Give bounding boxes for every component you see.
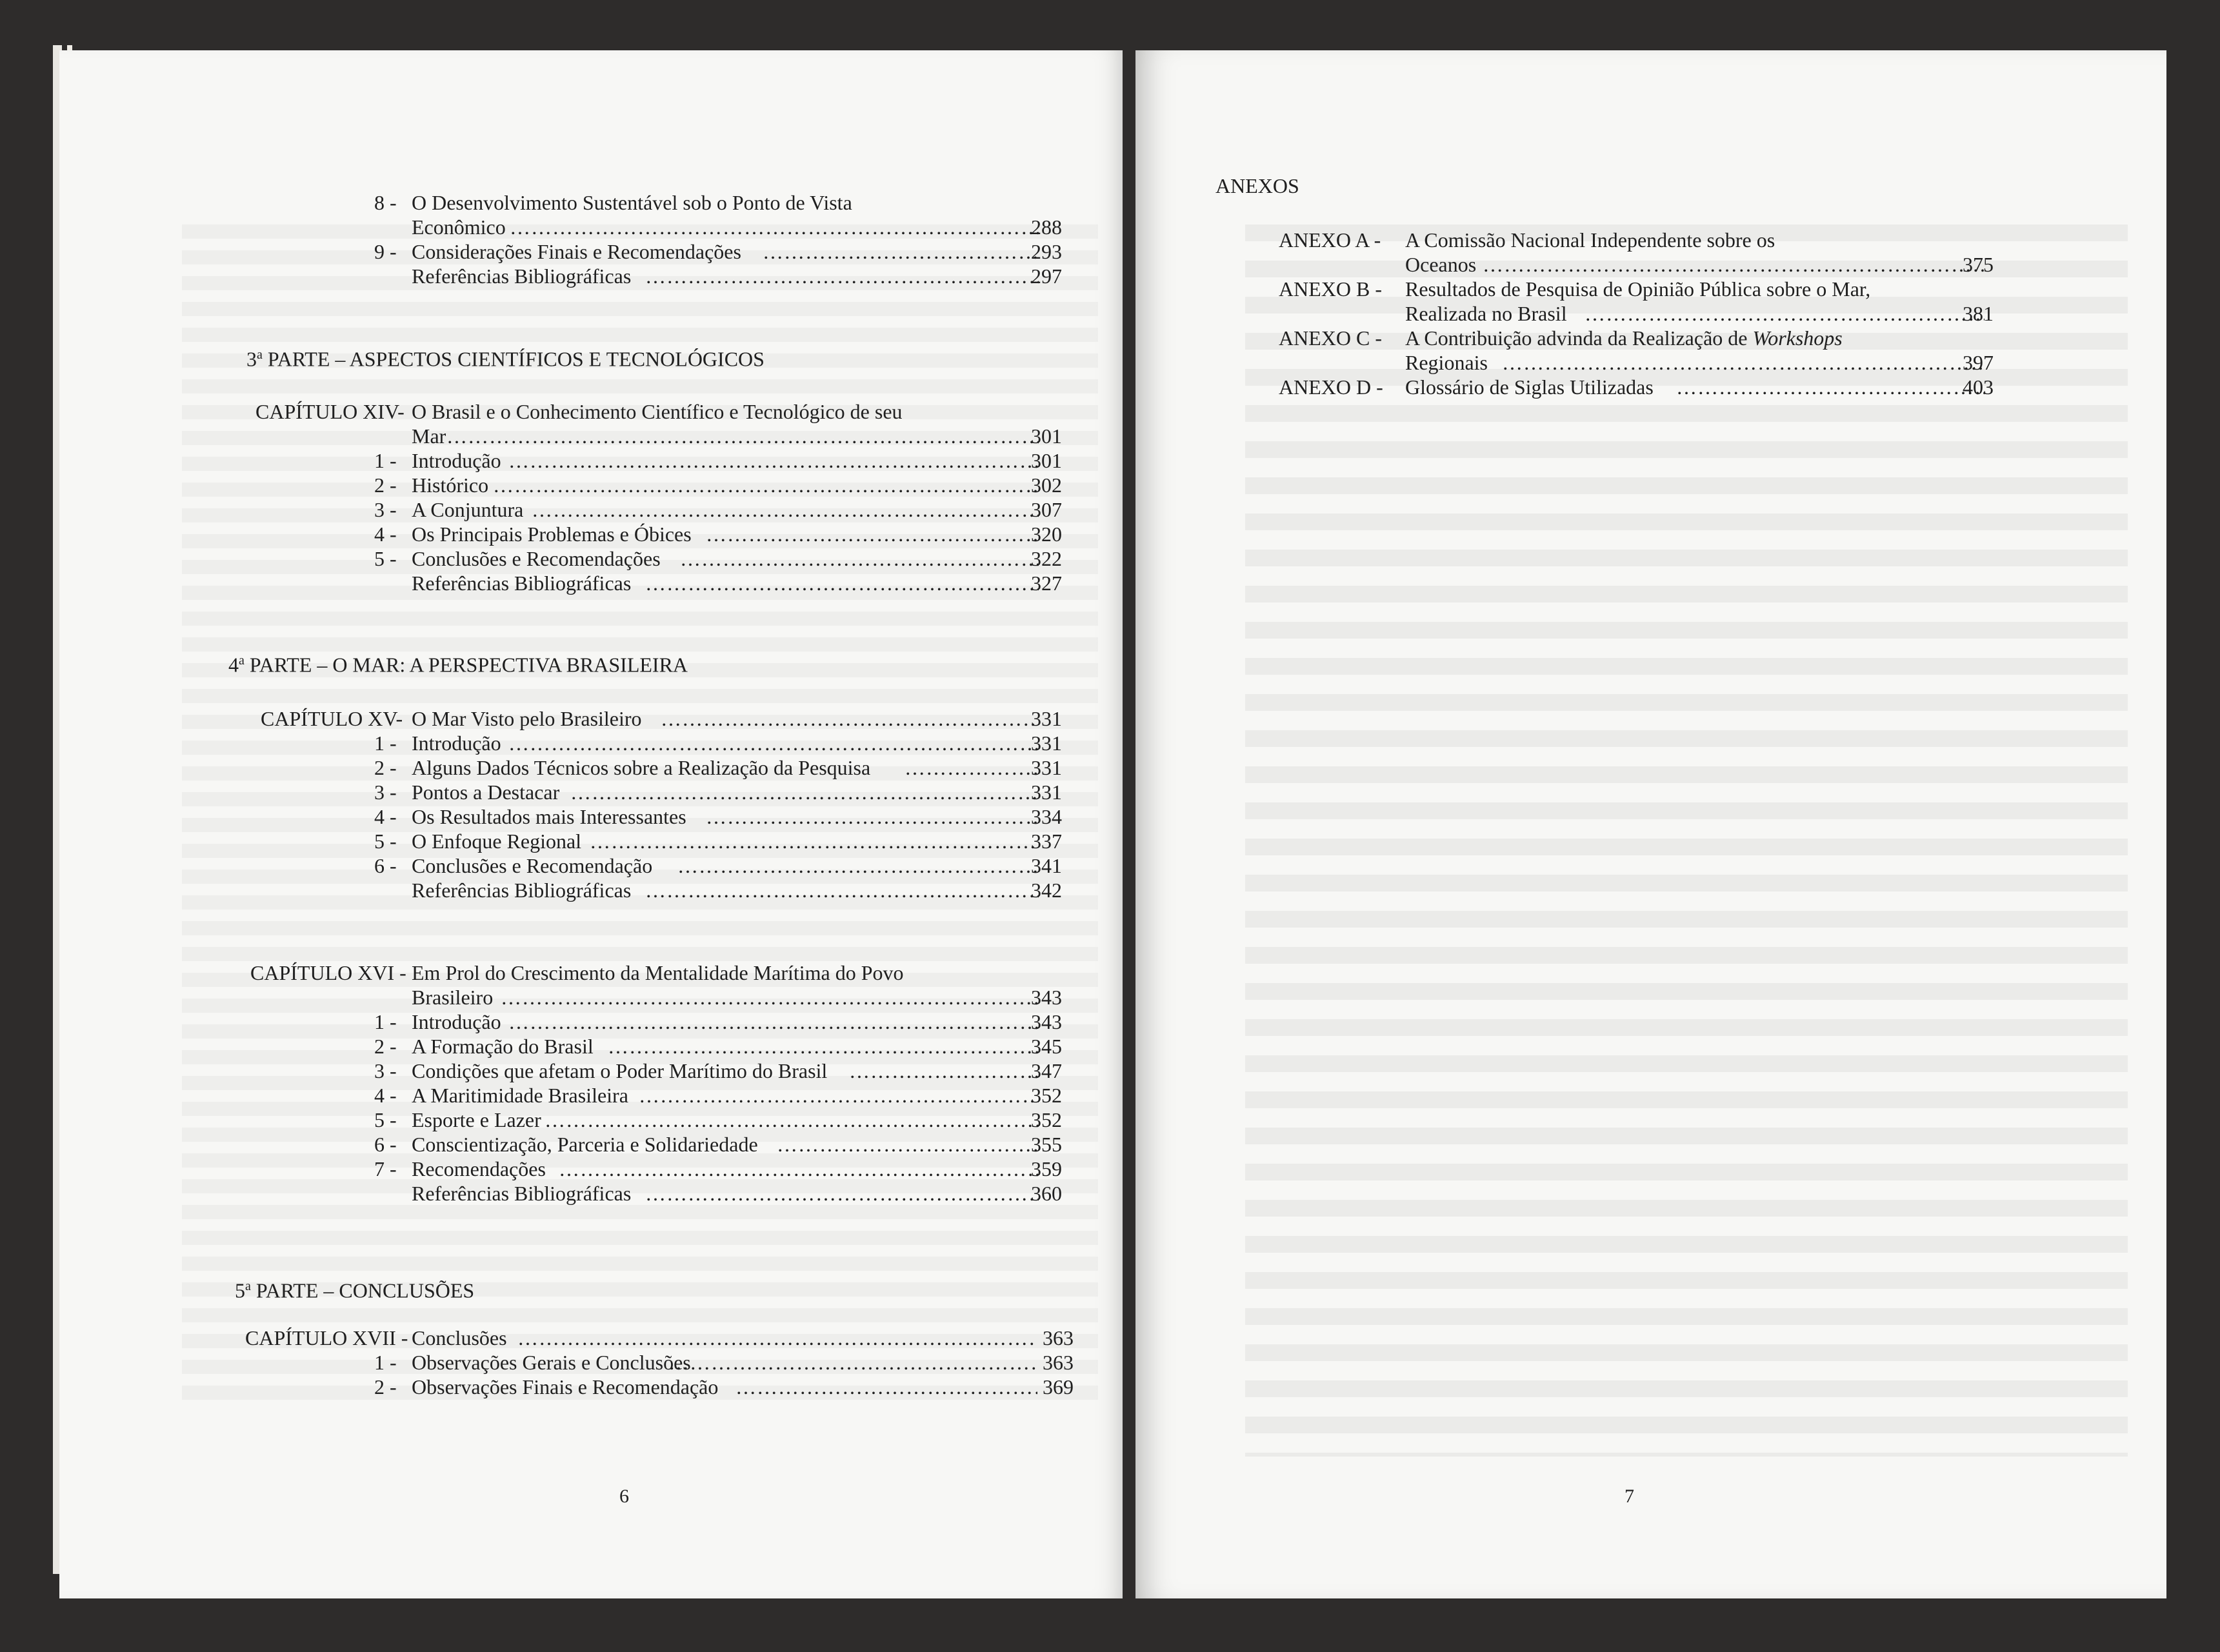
dot-leader (639, 1082, 1039, 1108)
toc-label: 4 - (374, 1084, 397, 1107)
part-number: 3 (246, 347, 257, 371)
toc-label: 5 - (374, 547, 397, 570)
dot-leader (570, 779, 1039, 805)
toc-title: Esporte e Lazer (412, 1108, 541, 1131)
toc-title: Alguns Dados Técnicos sobre a Realização da Pesquisa (412, 756, 871, 779)
toc-title: Introdução (412, 1010, 501, 1033)
part-heading (228, 648, 688, 678)
dot-leader (608, 1033, 1039, 1059)
toc-page-number: 331 (1031, 781, 1062, 804)
part-ordinal: a (239, 653, 245, 668)
toc-page-number: 359 (1031, 1157, 1062, 1180)
toc-label: 3 - (374, 498, 397, 521)
toc-page-number: 322 (1031, 547, 1062, 570)
toc-page-number: 331 (1031, 707, 1062, 730)
chapter-title: Conclusões (412, 1326, 507, 1349)
toc-page-number: 301 (1031, 424, 1062, 448)
toc-page-number: 345 (1031, 1035, 1062, 1058)
dot-leader (645, 263, 1039, 289)
toc-page-number: 288 (1031, 215, 1062, 239)
chapter-title: Em Prol do Crescimento da Mentalidade Marítima do Povo (412, 961, 904, 984)
toc-label: 5 - (374, 1108, 397, 1131)
toc-page-number: 360 (1031, 1182, 1062, 1205)
toc-title: Considerações Finais e Recomendações (412, 240, 741, 263)
part-title: PARTE – CONCLUSÕES (250, 1279, 475, 1302)
toc-page-number: 352 (1031, 1108, 1062, 1131)
annex-title: Resultados de Pesquisa de Opinião Pública sobre o Mar, (1405, 277, 1871, 301)
toc-page-number: 302 (1031, 473, 1062, 497)
annex-title-cont: Realizada no Brasil (1405, 302, 1567, 325)
dot-leader (508, 1009, 1039, 1035)
toc-title: A Maritimidade Brasileira (412, 1084, 628, 1107)
annex-page-number: 403 (1963, 375, 1994, 399)
part-ordinal: a (257, 348, 263, 362)
toc-page-number: 297 (1031, 264, 1062, 288)
toc-label: 3 - (374, 781, 397, 804)
toc-page-number: 342 (1031, 879, 1062, 902)
toc-title: Histórico (412, 473, 489, 497)
dot-leader (559, 1156, 1039, 1182)
dot-leader (510, 214, 1039, 240)
dot-leader (590, 828, 1039, 854)
toc-page-number: 369 (1043, 1375, 1074, 1398)
annex-label: ANEXO C - (1279, 326, 1382, 350)
toc-title: A Formação do Brasil (412, 1035, 594, 1058)
toc-page-number: 331 (1031, 756, 1062, 779)
toc-title: Observações Finais e Recomendação (412, 1375, 719, 1398)
annex-label: ANEXO B - (1279, 277, 1382, 301)
dot-leader (735, 1374, 1037, 1400)
toc-page-number: 337 (1031, 830, 1062, 853)
dot-leader (493, 472, 1039, 498)
annex-page-number: 381 (1963, 302, 1994, 325)
toc-title: Condições que afetam o Poder Marítimo do Brasil (412, 1059, 828, 1082)
right-page (1135, 50, 2166, 1598)
toc-title: Introdução (412, 731, 501, 755)
toc-label: 1 - (374, 1351, 397, 1374)
toc-title: Referências Bibliográficas (412, 264, 632, 288)
toc-page-number: 363 (1043, 1351, 1074, 1374)
toc-page-number: 331 (1031, 731, 1062, 755)
toc-page-number: 355 (1031, 1133, 1062, 1156)
dot-leader (446, 423, 1039, 449)
toc-label: 6 - (374, 1133, 397, 1156)
annex-title-italic: Workshops (1752, 326, 1843, 350)
dot-leader (501, 984, 1039, 1010)
toc-title: O Enfoque Regional (412, 830, 582, 853)
toc-page-number: 307 (1031, 498, 1062, 521)
toc-page-number: 343 (1031, 1010, 1062, 1033)
chapter-title-cont: Mar (412, 424, 446, 448)
dot-leader (645, 1180, 1039, 1206)
part-heading (246, 342, 765, 372)
toc-title-cont: Econômico (412, 215, 506, 239)
chapter-title: O Brasil e o Conhecimento Científico e Tecnológico de seu (412, 400, 903, 423)
toc-label: 2 - (374, 756, 397, 779)
toc-title: Observações Gerais e Conclusões (412, 1351, 691, 1374)
toc-label: 8 - (374, 191, 397, 214)
toc-title: Os Resultados mais Interessantes (412, 805, 686, 828)
part-title: PARTE – O MAR: A PERSPECTIVA BRASILEIRA (244, 653, 688, 677)
part-title: PARTE – ASPECTOS CIENTÍFICOS E TECNOLÓGICOS (262, 347, 765, 371)
chapter-label: CAPÍTULO XVI - (250, 961, 406, 984)
annex-label: ANEXO D - (1279, 375, 1383, 399)
toc-page-number: 352 (1031, 1084, 1062, 1107)
part-number: 4 (228, 653, 239, 677)
toc-title: Referências Bibliográficas (412, 879, 632, 902)
annex-title-text: A Contribuição advinda da Realização de (1405, 326, 1753, 350)
toc-title: Introdução (412, 449, 501, 472)
chapter-title-cont: Brasileiro (412, 986, 494, 1009)
annex-title: Glossário de Siglas Utilizadas (1405, 375, 1654, 399)
annex-title (1405, 325, 1843, 351)
annex-title-cont: Regionais (1405, 351, 1488, 374)
chapter-title: O Mar Visto pelo Brasileiro (412, 707, 642, 730)
dot-leader (532, 497, 1039, 522)
toc-title: O Desenvolvimento Sustentável sob o Ponto de Vista (412, 191, 852, 214)
toc-page-number: 347 (1031, 1059, 1062, 1082)
toc-title: Conclusões e Recomendação (412, 854, 653, 877)
toc-label: 4 - (374, 522, 397, 546)
toc-title: Conscientização, Parceria e Solidariedade (412, 1133, 758, 1156)
page-number: 6 (619, 1486, 629, 1507)
dot-leader (508, 730, 1039, 756)
toc-label: 3 - (374, 1059, 397, 1082)
toc-page-number: 301 (1031, 449, 1062, 472)
toc-label: 4 - (374, 805, 397, 828)
toc-page-number: 343 (1031, 986, 1062, 1009)
toc-page-number: 320 (1031, 522, 1062, 546)
show-through-text (1245, 224, 2128, 1457)
annex-page-number: 375 (1963, 253, 1994, 276)
dot-leader (517, 1325, 1037, 1351)
annex-title: A Comissão Nacional Independente sobre os (1405, 228, 1775, 252)
toc-page-number: 363 (1043, 1326, 1074, 1349)
dot-leader (508, 448, 1039, 473)
chapter-label: CAPÍTULO XV- (261, 707, 403, 730)
toc-title: Recomendações (412, 1157, 546, 1180)
annex-label: ANEXO A - (1279, 228, 1381, 252)
part-heading (235, 1273, 474, 1304)
dot-leader (645, 570, 1039, 596)
toc-title: A Conjuntura (412, 498, 524, 521)
dot-leader (668, 1349, 1037, 1375)
annex-page-number: 397 (1963, 351, 1994, 374)
dot-leader (661, 706, 1039, 731)
part-ordinal: a (245, 1279, 251, 1293)
chapter-label: CAPÍTULO XVII - (245, 1326, 408, 1349)
annex-title-cont: Oceanos (1405, 253, 1477, 276)
toc-title: Conclusões e Recomendações (412, 547, 661, 570)
toc-page-number: 341 (1031, 854, 1062, 877)
toc-label: 9 - (374, 240, 397, 263)
toc-label: 1 - (374, 449, 397, 472)
toc-title: Referências Bibliográficas (412, 1182, 632, 1205)
annex-heading: ANEXOS (1215, 174, 1299, 197)
dot-leader (1483, 252, 1985, 277)
dot-leader (1502, 350, 1985, 375)
toc-label: 7 - (374, 1157, 397, 1180)
toc-title: Pontos a Destacar (412, 781, 560, 804)
toc-page-number: 327 (1031, 572, 1062, 595)
toc-page-number: 293 (1031, 240, 1062, 263)
toc-title: Referências Bibliográficas (412, 572, 632, 595)
dot-leader (645, 877, 1039, 903)
toc-label: 2 - (374, 1375, 397, 1398)
toc-page-number: 334 (1031, 805, 1062, 828)
dot-leader (545, 1107, 1039, 1133)
page-number: 7 (1625, 1486, 1634, 1507)
chapter-label: CAPÍTULO XIV- (255, 400, 405, 423)
toc-title: Os Principais Problemas e Óbices (412, 522, 692, 546)
toc-label: 1 - (374, 1010, 397, 1033)
part-number: 5 (235, 1279, 245, 1302)
toc-label: 2 - (374, 1035, 397, 1058)
toc-label: 2 - (374, 473, 397, 497)
left-page (59, 50, 1123, 1598)
toc-label: 6 - (374, 854, 397, 877)
toc-label: 1 - (374, 731, 397, 755)
toc-label: 5 - (374, 830, 397, 853)
